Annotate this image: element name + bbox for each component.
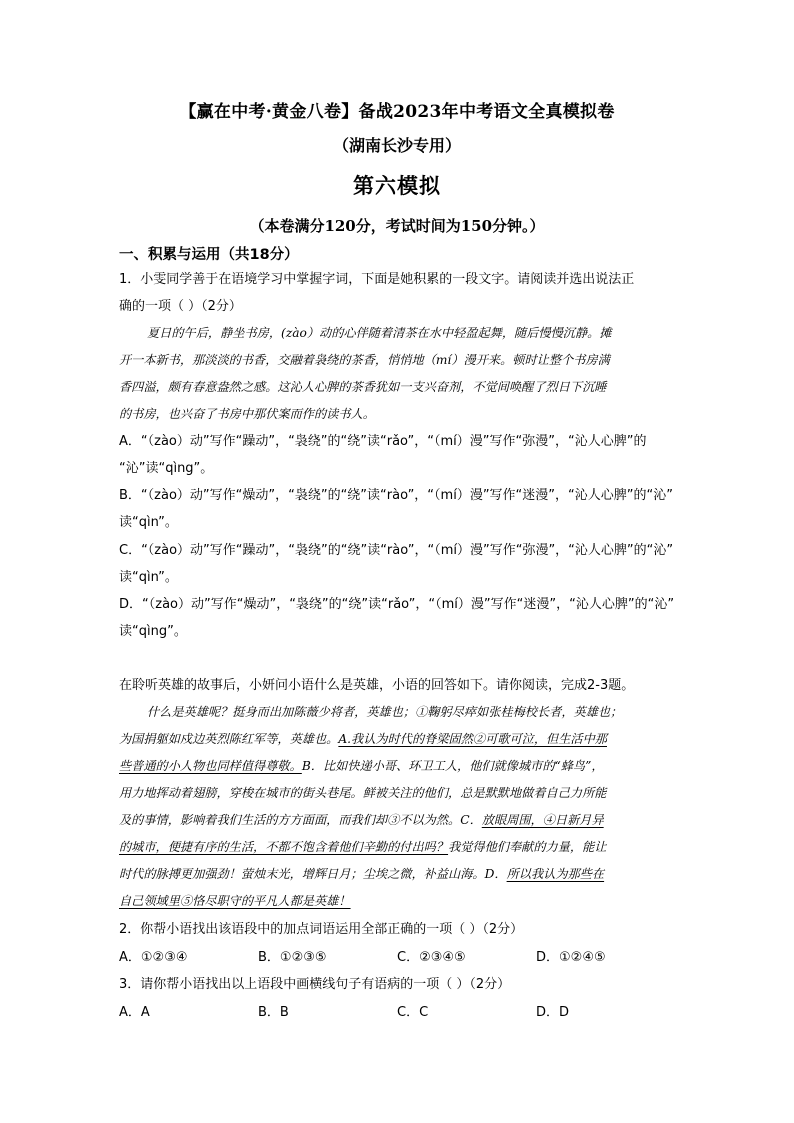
q1-stem-line2: 确的一项（ ）（2分） [119, 299, 242, 314]
passage2-line: 什么是英雄呢？挺身而出加陈薇少将者，英雄也；①鞠躬尽瘁如张桂梅校长者，英雄也； [147, 705, 623, 719]
q2-option-b: B．①②③⑤ [258, 950, 327, 965]
passage2-line [119, 861, 679, 889]
q1-option-d-line1: D．“（zào）动”写作“燥动”，“袅绕”的“绕”读“rǎo”，“（mí）漫”写作“迷漫”，“沁人心脾”的“沁” [119, 597, 675, 612]
q2-option-d: D．①②④⑤ [536, 950, 606, 965]
q1-option-d-line2: 读“qìng”。 [119, 624, 187, 639]
q3-stem: 3．请你帮小语找出以上语段中画横线句子有语病的一项（ ）（2分） [119, 977, 511, 992]
passage2-line [119, 753, 679, 781]
q3-option-b: B．B [258, 1005, 289, 1020]
section-heading: 一、积累与运用（共18分） [119, 247, 299, 263]
q3-option-a: A．A [119, 1005, 150, 1020]
passage2-line [119, 834, 679, 862]
exam-title: 【赢在中考·黄金八卷】备战2023年中考语文全真模拟卷 [179, 102, 615, 122]
q2-3-intro: 在聆听英雄的故事后，小妍问小语什么是英雄，小语的回答如下。请你阅读，完成2-3题。 [119, 678, 635, 693]
exam-subtitle: （湖南长沙专用） [332, 136, 461, 155]
q2-stem: 2．你帮小语找出该语段中的加点词语运用全部正确的一项（ ）（2分） [119, 922, 524, 937]
q1-option-a-line2: “沁”读“qìng”。 [119, 461, 214, 476]
q1-passage-line: 的书房，也兴奋了书房中那伏案而作的读书人。 [119, 407, 375, 421]
q3-option-d: D．D [536, 1005, 570, 1020]
q3-option-c: C．C [397, 1005, 429, 1020]
q1-passage-line: 开一本新书，那淡淡的书香，交融着袅绕的茶香，悄悄地（mí）漫开来。顿时让整个书房满 [119, 353, 610, 367]
underlined-sentence-d: 自己领域里⑤恪尽职守的平凡人都是英雄！ [119, 894, 351, 908]
passage2-text: 为国捐躯如戍边英烈陈红军等，英雄也。 [119, 732, 339, 746]
underlined-sentence-c: 的城市，便捷有序的生活，不都不饱含着他们辛勤的付出吗？ [119, 840, 449, 854]
q2-option-c: C．②③④⑤ [397, 950, 466, 965]
passage2-line [119, 888, 679, 916]
q1-option-b-line1: B．“（zào）动”写作“燥动”，“袅绕”的“绕”读“rào”，“（mí）漫”写作“迷漫”，“沁人心脾”的“沁” [119, 488, 673, 503]
q1-option-c-line1: C．“（zào）动”写作“躁动”，“袅绕”的“绕”读“rào”，“（mí）漫”写作“弥漫”，“沁人心脾”的“沁” [119, 543, 674, 558]
underlined-sentence-c: 放眼周围，④日新月异 [481, 813, 604, 827]
q1-passage-line: 香四溢，颇有春意盎然之感。这沁人心脾的茶香犹如一支兴奋剂，不觉间唤醒了烈日下沉睡 [119, 380, 607, 394]
q1-passage-line: 夏日的午后，静坐书房，(zào）动的心伴随着清茶在水中轻盈起舞，随后慢慢沉静。摊 [147, 326, 612, 340]
passage2-text: B．比如快递小哥、环卫工人，他们就像城市的“蜂鸟”， [301, 759, 604, 773]
passage2-text: 及的事情，影响着我们生活的方方面面，而我们却③不以为然。C． [119, 813, 482, 827]
q1-option-b-line2: 读“qìn”。 [119, 515, 178, 530]
passage2-line: 用力地挥动着翅膀，穿梭在城市的街头巷尾。鲜被关注的他们，总是默默地做着自己力所能 [119, 786, 607, 800]
q1-option-a-line1: A．“（zào）动”写作“躁动”，“袅绕”的“绕”读“rǎo”，“（mí）漫”写作“弥漫”，“沁人心脾”的 [119, 434, 647, 449]
underlined-sentence-a: 些普通的小人物也同样值得尊敬。 [119, 759, 302, 773]
underlined-sentence-d: 所以我认为那些在 [506, 867, 605, 881]
passage2-line [119, 807, 679, 835]
mock-number: 第六模拟 [353, 174, 441, 198]
underlined-sentence-a: A.我认为时代的脊梁固然②可歌可泣，但生活中那 [338, 732, 607, 746]
passage2-line [119, 726, 679, 754]
passage2-text: 时代的脉搏更加强劲！萤烛末光，增辉日月；尘埃之微，补益山海。D． [119, 867, 507, 881]
q2-option-a: A．①②③④ [119, 950, 188, 965]
q1-option-c-line2: 读“qìn”。 [119, 570, 178, 585]
exam-info: （本卷满分120分，考试时间为150分钟。） [249, 217, 545, 235]
q1-stem-line1: 1．小雯同学善于在语境学习中掌握字词，下面是她积累的一段文字。请阅读并选出说法正 [119, 272, 635, 287]
passage2-text: 我觉得他们奉献的力量，能让 [448, 840, 607, 854]
